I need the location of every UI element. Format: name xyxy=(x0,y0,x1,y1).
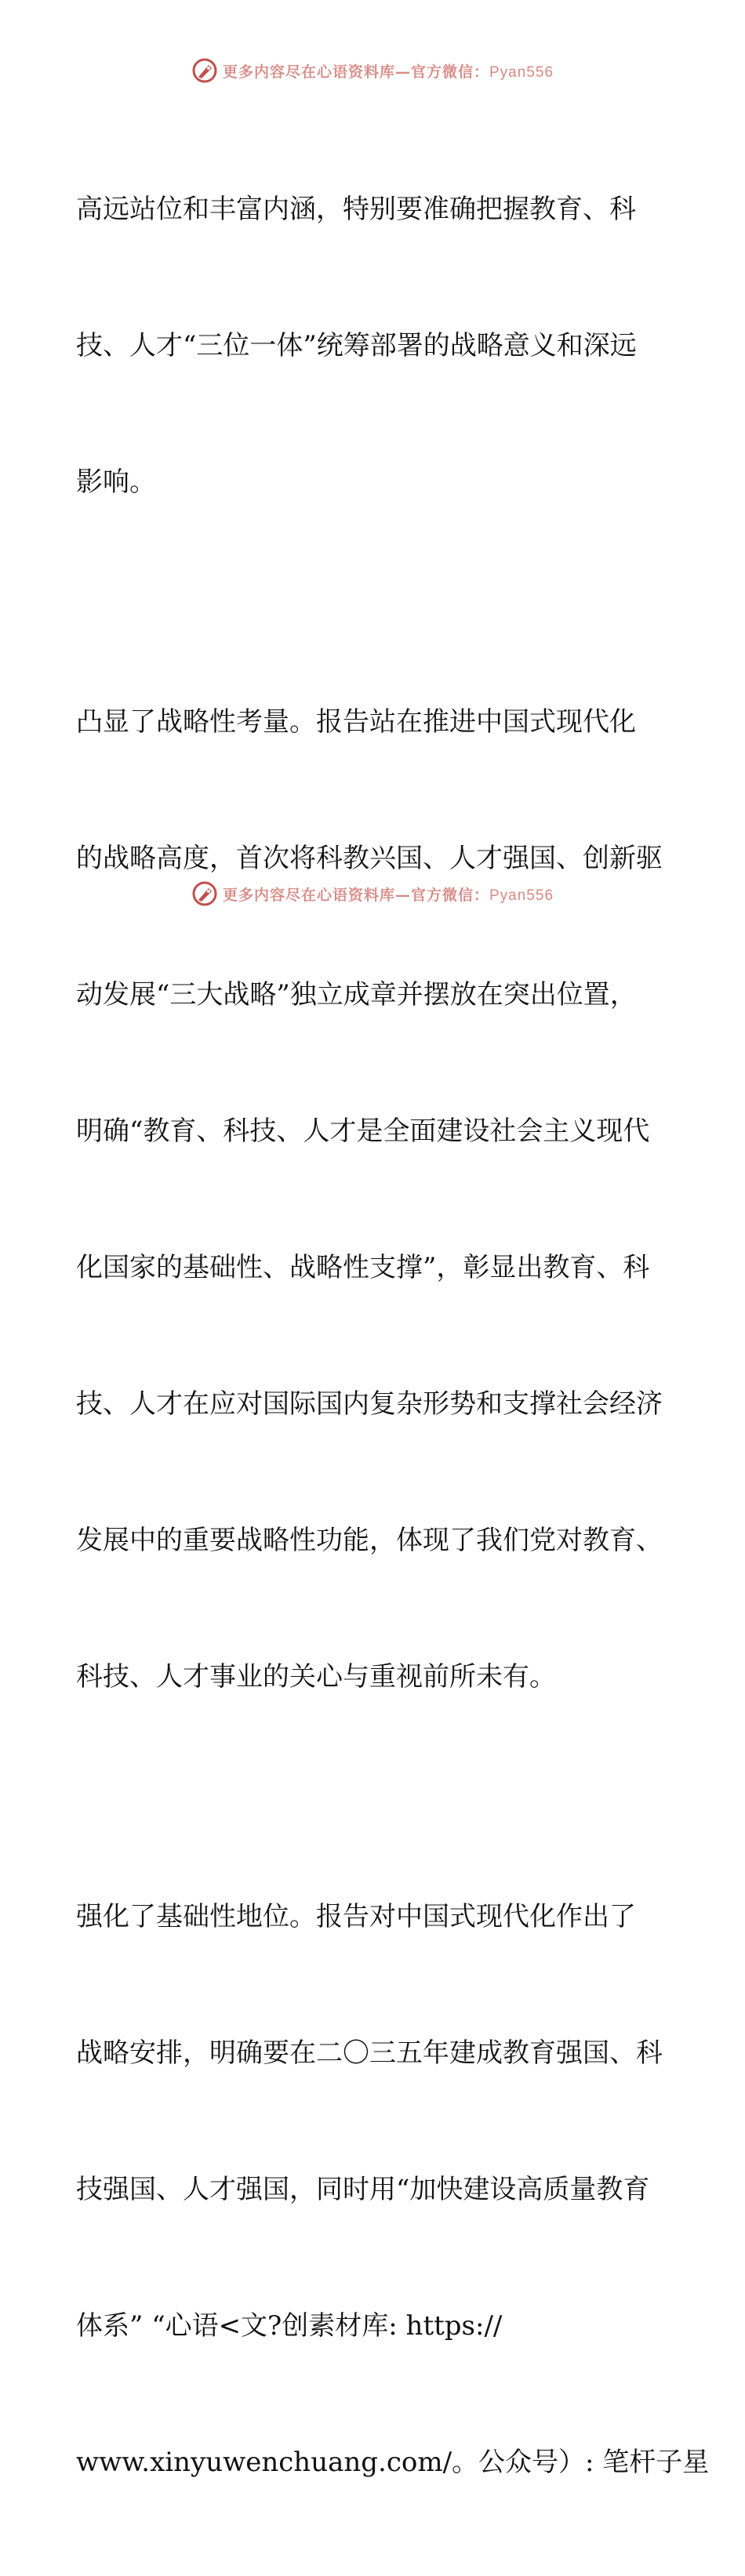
text-line: 技强国、人才强国，同时用“加快建设高质量教育 xyxy=(76,2174,650,2205)
paragraph-2 xyxy=(76,608,672,1791)
header-site-text: 更多内容尽在心语资料库 xyxy=(222,63,395,81)
text-line: 体系” “心语<文?创素材库: https:// xyxy=(76,2310,503,2342)
footer-wechat-id: Pyan556 xyxy=(489,887,554,904)
document-body xyxy=(76,96,710,2576)
paragraph-3 xyxy=(76,1803,710,2576)
text-line: 化国家的基础性、战略性支撑”，彰显出教育、科 xyxy=(76,1252,650,1283)
text-line: www.xinyuwenchuang.com/。公众号）: 笔杆子星 xyxy=(76,2447,710,2478)
text-line: 动发展“三大战略”独立成章并摆放在突出位置， xyxy=(76,979,637,1010)
pen-nib-logo-icon xyxy=(191,880,218,907)
text-line: 战略安排，明确要在二〇三五年建成教育强国、科 xyxy=(76,2037,663,2069)
header-dash: — xyxy=(394,63,411,81)
text-line: 技、人才在应对国际国内复杂形势和支撑社会经济 xyxy=(76,1388,663,1420)
paragraph-1 xyxy=(76,96,672,596)
footer-site-text: 更多内容尽在心语资料库 xyxy=(222,886,395,904)
text-line: 的战略高度，首次将科教兴国、人才强国、创新驱 xyxy=(76,843,663,874)
text-line: 科技、人才事业的关心与重视前所未有。 xyxy=(76,1661,556,1693)
text-line: 高远站位和丰富内涵，特别要准确把握教育、科 xyxy=(76,194,636,225)
text-line: 强化了基础性地位。报告对中国式现代化作出了 xyxy=(76,1901,636,1932)
header-wechat-id: Pyan556 xyxy=(489,63,554,81)
text-line: 明确“教育、科技、人才是全面建设社会主义现代 xyxy=(76,1116,650,1147)
footer-dash: — xyxy=(394,886,411,904)
text-line: 发展中的重要战略性功能，体现了我们党对教育、 xyxy=(76,1525,663,1556)
text-line: 凸显了战略性考量。报告站在推进中国式现代化 xyxy=(76,706,636,738)
footer-wechat-label: 官方微信： xyxy=(410,886,489,904)
header-wechat-label: 官方微信： xyxy=(410,63,489,81)
header-watermark-banner xyxy=(0,55,745,86)
footer-banner-text xyxy=(223,883,554,905)
header-banner-text xyxy=(223,60,554,82)
footer-watermark-banner xyxy=(0,878,745,909)
pen-nib-logo-icon xyxy=(191,57,218,84)
text-line: 影响。 xyxy=(76,466,156,498)
text-line: 技、人才“三位一体”统筹部署的战略意义和深远 xyxy=(76,330,637,361)
